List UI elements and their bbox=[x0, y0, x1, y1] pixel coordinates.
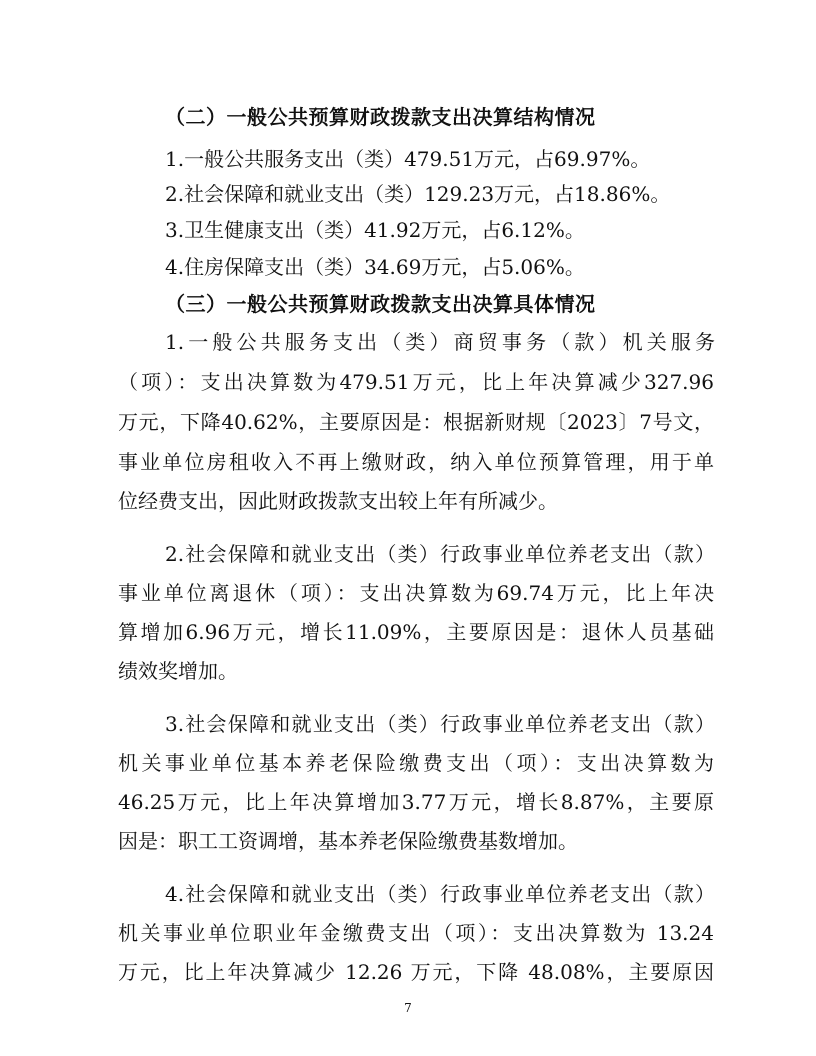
detail-2-line-1: 2.社会保障和就业支出（类）行政事业单位养老支出（款） bbox=[165, 542, 715, 566]
structure-item-4: 4.住房保障支出（类）34.69万元，占5.06%。 bbox=[165, 255, 585, 279]
detail-1-line-3: 万元，下降40.62%，主要原因是：根据新财规〔2023〕7号文， bbox=[118, 410, 714, 434]
detail-2-line-2: 事业单位离退休（项）：支出决算数为69.74万元，比上年决 bbox=[118, 581, 714, 605]
detail-3-line-3: 46.25万元，比上年决算增加3.77万元，增长8.87%，主要原 bbox=[118, 790, 714, 814]
detail-4-line-2: 机关事业单位职业年金缴费支出（项）：支出决算数为 13.24 bbox=[118, 921, 714, 945]
detail-3-line-2: 机关事业单位基本养老保险缴费支出（项）：支出决算数为 bbox=[118, 751, 714, 775]
structure-item-1: 1.一般公共服务支出（类）479.51万元，占69.97%。 bbox=[165, 147, 651, 171]
detail-3-line-1: 3.社会保障和就业支出（类）行政事业单位养老支出（款） bbox=[165, 712, 715, 736]
detail-4-line-3: 万元，比上年决算减少 12.26 万元，下降 48.08%，主要原因 bbox=[118, 960, 714, 984]
section-2-heading: （二）一般公共预算财政拨款支出决算结构情况 bbox=[165, 105, 596, 129]
detail-4-line-1: 4.社会保障和就业支出（类）行政事业单位养老支出（款） bbox=[165, 882, 715, 906]
structure-item-3: 3.卫生健康支出（类）41.92万元，占6.12%。 bbox=[165, 218, 585, 242]
detail-1-line-2: （项）：支出决算数为479.51万元，比上年决算减少327.96 bbox=[118, 370, 714, 394]
detail-1-line-5: 位经费支出，因此财政拨款支出较上年有所减少。 bbox=[118, 489, 558, 513]
section-3-heading: （三）一般公共预算财政拨款支出决算具体情况 bbox=[165, 292, 596, 316]
detail-2-line-4: 绩效奖增加。 bbox=[118, 659, 238, 683]
detail-2-line-3: 算增加6.96万元，增长11.09%，主要原因是：退休人员基础 bbox=[118, 620, 714, 644]
detail-1-line-4: 事业单位房租收入不再上缴财政，纳入单位预算管理，用于单 bbox=[118, 450, 714, 474]
detail-3-line-4: 因是：职工工资调增，基本养老保险缴费基数增加。 bbox=[118, 829, 578, 853]
page-number: 7 bbox=[404, 1001, 412, 1015]
detail-1-line-1: 1.一般公共服务支出（类）商贸事务（款）机关服务 bbox=[165, 330, 715, 354]
structure-item-2: 2.社会保障和就业支出（类）129.23万元，占18.86%。 bbox=[165, 182, 671, 206]
